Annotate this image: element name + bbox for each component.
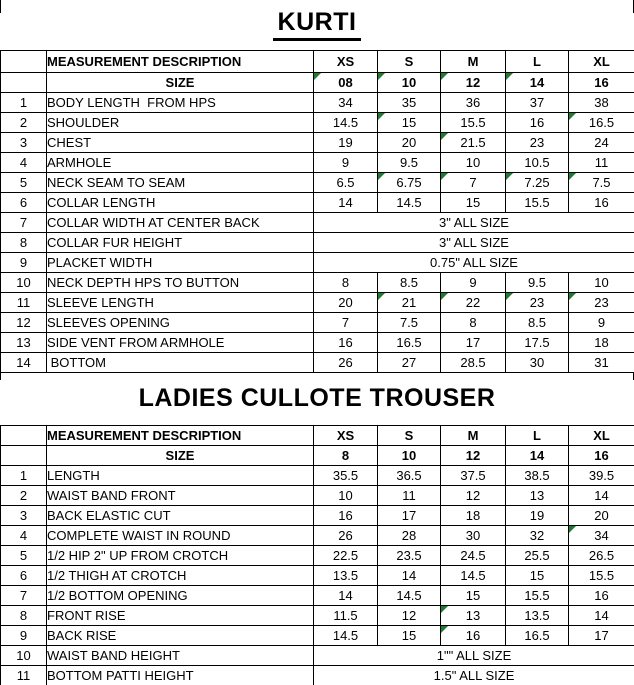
measurement-value-cell: 35.5 (314, 466, 378, 486)
row-number-cell (1, 73, 47, 93)
measurement-row (1, 466, 634, 486)
measurement-row (1, 213, 634, 233)
measurement-value-cell: 27 (378, 353, 441, 373)
row-number-header-cell (1, 426, 47, 446)
measurement-description-cell: COMPLETE WAIST IN ROUND (47, 526, 314, 546)
measurement-value-cell: 30 (441, 526, 506, 546)
row-number-cell: 4 (1, 153, 47, 173)
measurement-value-cell: 16 (441, 626, 506, 646)
row-number-cell: 5 (1, 546, 47, 566)
measurement-description-cell: 1/2 BOTTOM OPENING (47, 586, 314, 606)
measurement-value-cell: 15 (378, 113, 441, 133)
column-header-xl: XL (569, 426, 634, 446)
measurement-value-cell: 12 (441, 486, 506, 506)
all-size-merged-cell: 0.75" ALL SIZE (314, 253, 634, 273)
measurement-row (1, 133, 634, 153)
size-row-label: SIZE (47, 73, 314, 93)
measurement-value-cell: 26.5 (569, 546, 634, 566)
measurement-value-cell: 15 (506, 566, 569, 586)
size-value-cell: 12 (441, 446, 506, 466)
measurement-value-cell: 6.5 (314, 173, 378, 193)
kurti-title-block (0, 0, 634, 50)
measurement-value-cell: 14 (569, 486, 634, 506)
measurement-row (1, 353, 634, 373)
green-corner-flag-icon (441, 133, 448, 140)
green-corner-flag-icon (569, 173, 576, 180)
column-header-l: L (506, 51, 569, 73)
size-row (1, 446, 634, 466)
measurement-value-cell: 36 (441, 93, 506, 113)
measurement-value-cell: 13 (441, 606, 506, 626)
measurement-value-cell: 19 (506, 506, 569, 526)
row-number-cell: 2 (1, 113, 47, 133)
measurement-value-cell: 25.5 (506, 546, 569, 566)
measurement-value-cell: 23 (506, 133, 569, 153)
measurement-row (1, 506, 634, 526)
measurement-value-cell: 7 (441, 173, 506, 193)
all-size-merged-cell: 3" ALL SIZE (314, 213, 634, 233)
measurement-value-cell: 9 (314, 153, 378, 173)
row-number-cell: 6 (1, 193, 47, 213)
measurement-description-cell: SIDE VENT FROM ARMHOLE (47, 333, 314, 353)
measurement-value-cell: 16.5 (378, 333, 441, 353)
measurement-description-cell: CHEST (47, 133, 314, 153)
size-value-cell: 10 (378, 446, 441, 466)
measurement-value-cell: 35 (378, 93, 441, 113)
size-value-cell: 10 (378, 73, 441, 93)
measurement-row (1, 666, 634, 685)
measurement-value-cell: 16.5 (569, 113, 634, 133)
row-number-cell: 9 (1, 253, 47, 273)
measurement-description-cell: ARMHOLE (47, 153, 314, 173)
measurement-value-cell: 22.5 (314, 546, 378, 566)
measurement-description-cell: NECK DEPTH HPS TO BUTTON (47, 273, 314, 293)
measurement-value-cell: 19 (314, 133, 378, 153)
row-number-cell: 10 (1, 646, 47, 666)
border-tick-top-left (0, 0, 1, 13)
row-number-cell: 13 (1, 333, 47, 353)
border-tick-mid-left (0, 372, 1, 380)
trouser-title: LADIES CULLOTE TROUSER (138, 384, 496, 413)
size-value-cell: 16 (569, 73, 634, 93)
all-size-merged-cell: 1.5" ALL SIZE (314, 666, 634, 685)
row-number-cell: 12 (1, 313, 47, 333)
row-number-cell: 11 (1, 666, 47, 685)
measurement-row (1, 486, 634, 506)
measurement-row (1, 193, 634, 213)
measurement-value-cell: 28.5 (441, 353, 506, 373)
measurement-value-cell: 20 (314, 293, 378, 313)
measurement-value-cell: 15.5 (441, 113, 506, 133)
column-header-xl: XL (569, 51, 634, 73)
row-number-cell: 1 (1, 466, 47, 486)
measurement-value-cell: 36.5 (378, 466, 441, 486)
measurement-value-cell: 14.5 (441, 566, 506, 586)
measurement-value-cell: 14 (314, 193, 378, 213)
measurement-value-cell: 14.5 (314, 113, 378, 133)
measurement-value-cell: 10.5 (506, 153, 569, 173)
measurement-value-cell: 14.5 (378, 586, 441, 606)
row-number-cell: 4 (1, 526, 47, 546)
measurement-value-cell: 12 (378, 606, 441, 626)
measurement-value-cell: 16.5 (506, 626, 569, 646)
trouser-title-block (0, 373, 634, 425)
green-corner-flag-icon (569, 526, 576, 533)
column-header-l: L (506, 426, 569, 446)
column-header-s: S (378, 426, 441, 446)
green-corner-flag-icon (378, 173, 385, 180)
measurement-value-cell: 28 (378, 526, 441, 546)
kurti-measurement-table (0, 50, 634, 373)
measurement-description-cell: COLLAR LENGTH (47, 193, 314, 213)
measurement-row (1, 153, 634, 173)
row-number-cell: 1 (1, 93, 47, 113)
measurement-value-cell: 17 (569, 626, 634, 646)
measurement-row (1, 606, 634, 626)
column-header-s: S (378, 51, 441, 73)
row-number-cell: 3 (1, 506, 47, 526)
measurement-value-cell: 7.25 (506, 173, 569, 193)
measurement-value-cell: 14.5 (378, 193, 441, 213)
measurement-description-cell: BODY LENGTH FROM HPS (47, 93, 314, 113)
measurement-value-cell: 22 (441, 293, 506, 313)
green-corner-flag-icon (378, 73, 385, 80)
row-number-cell: 11 (1, 293, 47, 313)
size-value-cell: 16 (569, 446, 634, 466)
measurement-description-cell: COLLAR FUR HEIGHT (47, 233, 314, 253)
column-header-xs: XS (314, 51, 378, 73)
measurement-value-cell: 9 (569, 313, 634, 333)
measurement-value-cell: 15 (441, 193, 506, 213)
measurement-value-cell: 38.5 (506, 466, 569, 486)
measurement-row (1, 293, 634, 313)
size-value-cell: 14 (506, 73, 569, 93)
measurement-description-cell: WAIST BAND FRONT (47, 486, 314, 506)
measurement-value-cell: 13 (506, 486, 569, 506)
trouser-measurement-table (0, 425, 634, 685)
measurement-value-cell: 34 (569, 526, 634, 546)
measurement-description-cell: SLEEVES OPENING (47, 313, 314, 333)
measurement-row (1, 626, 634, 646)
measurement-description-cell: SHOULDER (47, 113, 314, 133)
measurement-value-cell: 10 (569, 273, 634, 293)
size-value-cell: 8 (314, 446, 378, 466)
measurement-value-cell: 26 (314, 526, 378, 546)
row-number-cell: 8 (1, 233, 47, 253)
row-number-header-cell (1, 51, 47, 73)
green-corner-flag-icon (441, 606, 448, 613)
kurti-title: KURTI (273, 9, 362, 41)
measurement-value-cell: 10 (441, 153, 506, 173)
measurement-value-cell: 10 (314, 486, 378, 506)
green-corner-flag-icon (378, 293, 385, 300)
measurement-value-cell: 16 (569, 193, 634, 213)
measurement-value-cell: 8 (441, 313, 506, 333)
header-row (1, 51, 634, 73)
size-row-label: SIZE (47, 446, 314, 466)
measurement-value-cell: 8.5 (506, 313, 569, 333)
size-value-cell: 08 (314, 73, 378, 93)
measurement-value-cell: 24.5 (441, 546, 506, 566)
row-number-cell: 7 (1, 586, 47, 606)
measurement-value-cell: 8.5 (378, 273, 441, 293)
measurement-value-cell: 14 (569, 606, 634, 626)
measurement-value-cell: 18 (569, 333, 634, 353)
measurement-value-cell: 15 (441, 586, 506, 606)
measurement-row (1, 586, 634, 606)
green-corner-flag-icon (506, 73, 513, 80)
row-number-cell: 10 (1, 273, 47, 293)
measurement-value-cell: 20 (378, 133, 441, 153)
row-number-cell: 3 (1, 133, 47, 153)
measurement-value-cell: 17 (378, 506, 441, 526)
all-size-merged-cell: 1"" ALL SIZE (314, 646, 634, 666)
measurement-row (1, 333, 634, 353)
measurement-row (1, 646, 634, 666)
measurement-value-cell: 15.5 (506, 193, 569, 213)
measurement-value-cell: 7.5 (378, 313, 441, 333)
row-number-cell: 14 (1, 353, 47, 373)
measurement-value-cell: 11.5 (314, 606, 378, 626)
measurement-value-cell: 17 (441, 333, 506, 353)
measurement-description-cell: FRONT RISE (47, 606, 314, 626)
measurement-description-cell: SLEEVE LENGTH (47, 293, 314, 313)
measurement-value-cell: 30 (506, 353, 569, 373)
measurement-row (1, 233, 634, 253)
measurement-description-header: MEASUREMENT DESCRIPTION (47, 426, 314, 446)
measurement-description-cell: BOTTOM (47, 353, 314, 373)
green-corner-flag-icon (441, 73, 448, 80)
measurement-value-cell: 7.5 (569, 173, 634, 193)
measurement-row (1, 566, 634, 586)
row-number-cell: 5 (1, 173, 47, 193)
measurement-value-cell: 31 (569, 353, 634, 373)
measurement-description-cell: 1/2 HIP 2" UP FROM CROTCH (47, 546, 314, 566)
measurement-value-cell: 17.5 (506, 333, 569, 353)
measurement-value-cell: 24 (569, 133, 634, 153)
row-number-cell: 2 (1, 486, 47, 506)
measurement-description-cell: NECK SEAM TO SEAM (47, 173, 314, 193)
measurement-description-cell: BACK RISE (47, 626, 314, 646)
green-corner-flag-icon (441, 626, 448, 633)
column-header-m: M (441, 426, 506, 446)
measurement-value-cell: 6.75 (378, 173, 441, 193)
measurement-description-cell: BACK ELASTIC CUT (47, 506, 314, 526)
header-row (1, 426, 634, 446)
measurement-value-cell: 23.5 (378, 546, 441, 566)
size-value-cell: 12 (441, 73, 506, 93)
row-number-cell: 7 (1, 213, 47, 233)
size-row (1, 73, 634, 93)
measurement-value-cell: 26 (314, 353, 378, 373)
measurement-value-cell: 9.5 (506, 273, 569, 293)
measurement-row (1, 526, 634, 546)
measurement-value-cell: 37 (506, 93, 569, 113)
row-number-cell: 9 (1, 626, 47, 646)
measurement-value-cell: 7 (314, 313, 378, 333)
measurement-value-cell: 16 (314, 506, 378, 526)
measurement-value-cell: 38 (569, 93, 634, 113)
green-corner-flag-icon (441, 293, 448, 300)
measurement-row (1, 93, 634, 113)
row-number-cell (1, 446, 47, 466)
measurement-value-cell: 16 (314, 333, 378, 353)
measurement-value-cell: 23 (569, 293, 634, 313)
measurement-value-cell: 14 (378, 566, 441, 586)
measurement-value-cell: 15.5 (506, 586, 569, 606)
measurement-value-cell: 14.5 (314, 626, 378, 646)
size-value-cell: 14 (506, 446, 569, 466)
measurement-value-cell: 16 (506, 113, 569, 133)
measurement-value-cell: 15.5 (569, 566, 634, 586)
measurement-value-cell: 11 (569, 153, 634, 173)
measurement-value-cell: 32 (506, 526, 569, 546)
measurement-description-cell: COLLAR WIDTH AT CENTER BACK (47, 213, 314, 233)
measurement-value-cell: 11 (378, 486, 441, 506)
measurement-value-cell: 21 (378, 293, 441, 313)
column-header-m: M (441, 51, 506, 73)
green-corner-flag-icon (569, 293, 576, 300)
measurement-value-cell: 20 (569, 506, 634, 526)
measurement-row (1, 546, 634, 566)
green-corner-flag-icon (506, 293, 513, 300)
row-number-cell: 8 (1, 606, 47, 626)
measurement-value-cell: 37.5 (441, 466, 506, 486)
measurement-description-cell: LENGTH (47, 466, 314, 486)
measurement-value-cell: 15 (378, 626, 441, 646)
measurement-value-cell: 21.5 (441, 133, 506, 153)
measurement-description-cell: 1/2 THIGH AT CROTCH (47, 566, 314, 586)
green-corner-flag-icon (441, 173, 448, 180)
measurement-value-cell: 18 (441, 506, 506, 526)
measurement-value-cell: 14 (314, 586, 378, 606)
measurement-row (1, 313, 634, 333)
measurement-description-cell: PLACKET WIDTH (47, 253, 314, 273)
measurement-row (1, 173, 634, 193)
measurement-row (1, 113, 634, 133)
measurement-value-cell: 13.5 (506, 606, 569, 626)
measurement-value-cell: 9 (441, 273, 506, 293)
measurement-value-cell: 16 (569, 586, 634, 606)
column-header-xs: XS (314, 426, 378, 446)
measurement-value-cell: 13.5 (314, 566, 378, 586)
measurement-value-cell: 23 (506, 293, 569, 313)
measurement-description-header: MEASUREMENT DESCRIPTION (47, 51, 314, 73)
measurement-value-cell: 8 (314, 273, 378, 293)
measurement-description-cell: BOTTOM PATTI HEIGHT (47, 666, 314, 685)
measurement-value-cell: 39.5 (569, 466, 634, 486)
measurement-value-cell: 9.5 (378, 153, 441, 173)
measurement-row (1, 253, 634, 273)
green-corner-flag-icon (506, 173, 513, 180)
measurement-row (1, 273, 634, 293)
all-size-merged-cell: 3" ALL SIZE (314, 233, 634, 253)
measurement-value-cell: 34 (314, 93, 378, 113)
green-corner-flag-icon (378, 113, 385, 120)
row-number-cell: 6 (1, 566, 47, 586)
green-corner-flag-icon (314, 73, 321, 80)
green-corner-flag-icon (569, 113, 576, 120)
measurement-description-cell: WAIST BAND HEIGHT (47, 646, 314, 666)
